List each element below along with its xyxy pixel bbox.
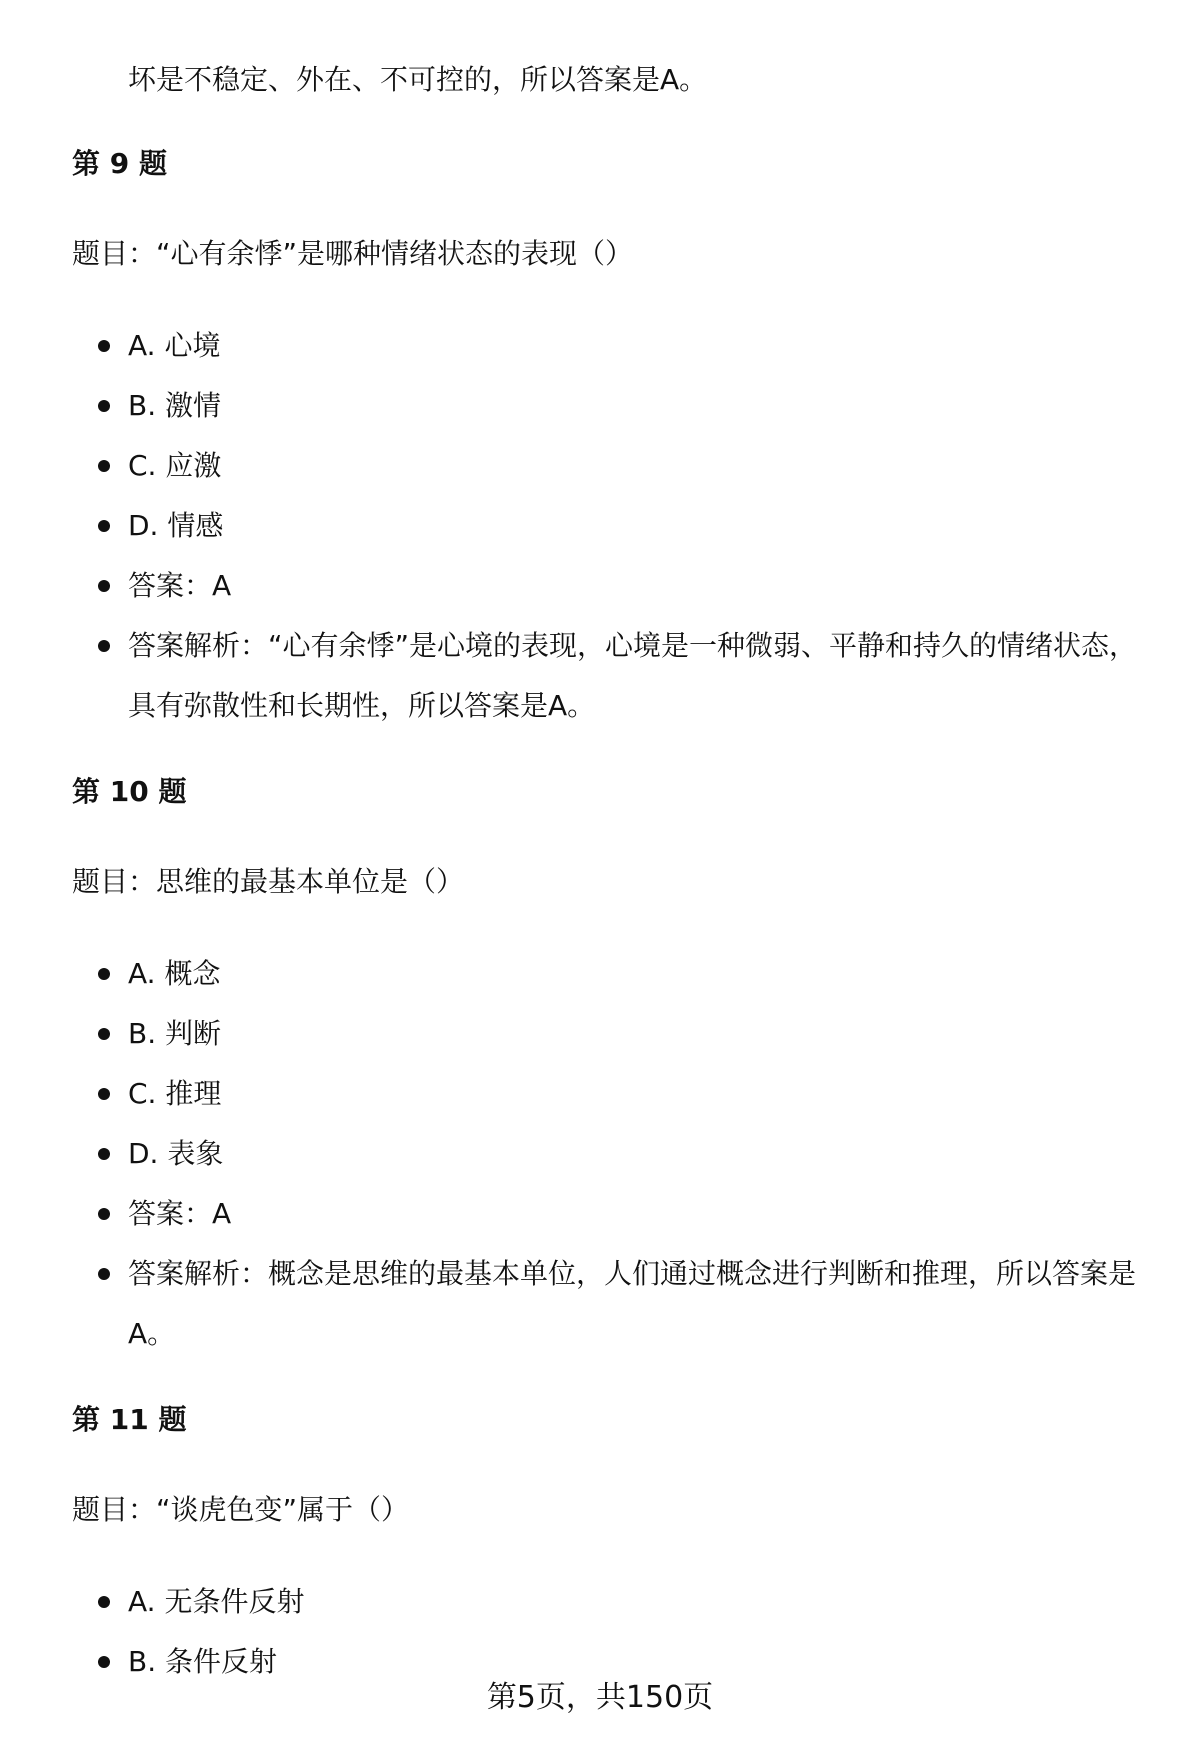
option-text: B. 判断 [128,1017,222,1050]
option-item [72,376,1152,436]
bullet-icon [98,1596,110,1608]
option-item [72,1124,1152,1184]
continuation-text: 坏是不稳定、外在、不可控的，所以答案是A。 [128,63,708,96]
answer-item [72,1184,1152,1244]
bullet-icon [98,1028,110,1040]
option-text: A. 无条件反射 [128,1585,305,1618]
option-text: A. 心境 [128,329,221,362]
option-item [72,1004,1152,1064]
option-list [72,316,1152,736]
option-item [72,316,1152,376]
question-text: 题目：“心有余悸”是哪种情绪状态的表现（） [72,237,634,270]
answer-item [72,556,1152,616]
explanation-item [72,616,1152,736]
bullet-icon [98,1656,110,1668]
explanation-text: 答案解析：概念是思维的最基本单位，人们通过概念进行判断和推理，所以答案是A。 [128,1257,1137,1350]
question-heading: 第 10 题 [72,775,187,808]
bullet-icon [98,1148,110,1160]
bullet-icon [98,400,110,412]
option-list [72,944,1152,1364]
option-text: C. 推理 [128,1077,222,1110]
bullet-icon [98,520,110,532]
bullet-icon [98,580,110,592]
answer-text: 答案：A [128,1197,232,1230]
question-heading: 第 11 题 [72,1403,187,1436]
option-item [72,944,1152,1004]
question-10 [72,764,1152,1364]
question-text: 题目：思维的最基本单位是（） [72,865,465,898]
answer-text: 答案：A [128,569,232,602]
option-text: C. 应激 [128,449,222,482]
bullet-icon [98,460,110,472]
explanation-text: 答案解析：“心有余悸”是心境的表现，心境是一种微弱、平静和持久的情绪状态，具有弥散性和长期性，所以答案是A。 [128,629,1138,722]
option-text: B. 激情 [128,389,222,422]
bullet-icon [98,1088,110,1100]
question-9 [72,136,1152,736]
question-text: 题目：“谈虎色变”属于（） [72,1493,410,1526]
question-11 [72,1392,1152,1692]
document-page [72,52,1152,1692]
option-item [72,436,1152,496]
explanation-item [72,1244,1152,1364]
page-footer: 第5页，共150页 [486,1680,714,1715]
bullet-icon [98,968,110,980]
option-item [72,496,1152,556]
option-text: A. 概念 [128,957,221,990]
bullet-icon [98,640,110,652]
option-text: B. 条件反射 [128,1645,278,1678]
option-text: D. 表象 [128,1137,224,1170]
bullet-icon [98,1208,110,1220]
option-item [72,1572,1152,1632]
bullet-icon [98,1268,110,1280]
option-text: D. 情感 [128,509,224,542]
bullet-icon [98,340,110,352]
option-item [72,1064,1152,1124]
question-heading: 第 9 题 [72,147,167,180]
